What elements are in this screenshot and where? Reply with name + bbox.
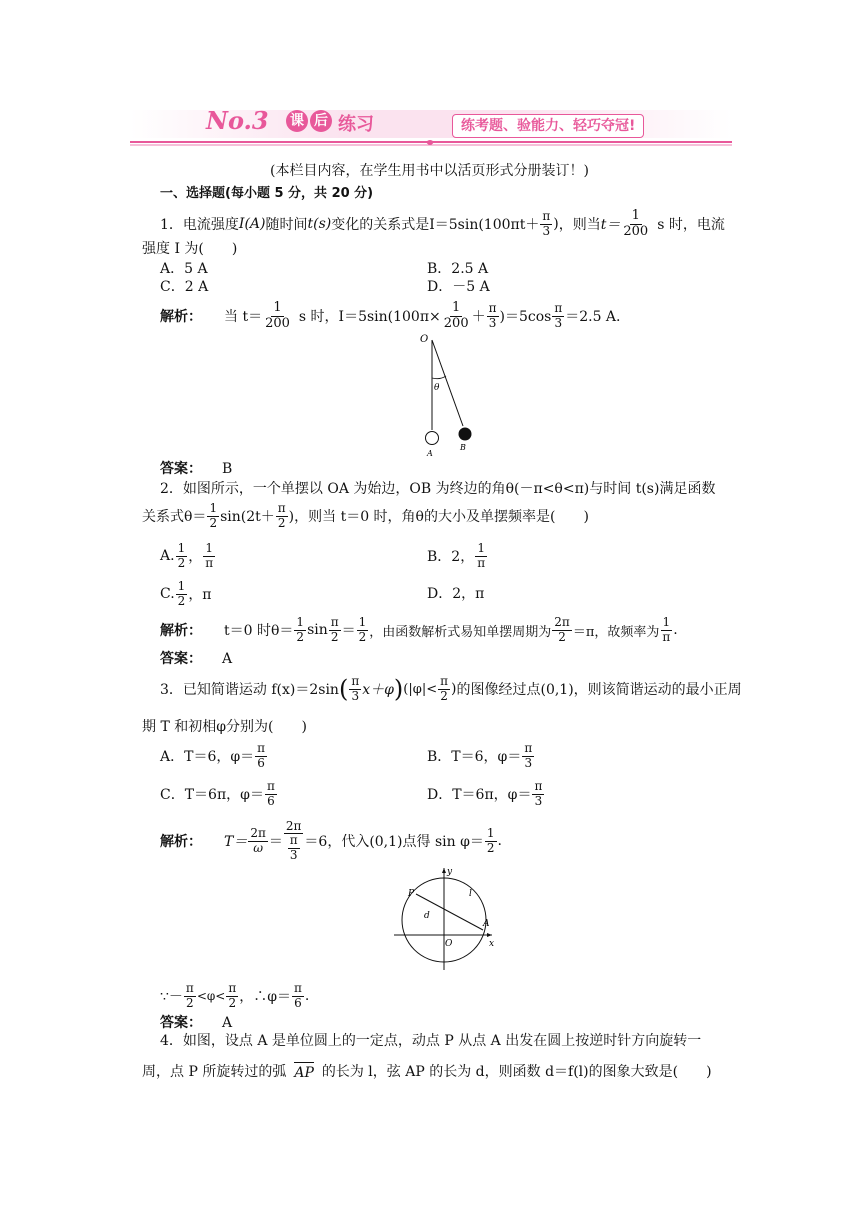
den: 2 xyxy=(186,995,194,1010)
q3-opt-d-frac xyxy=(532,780,544,807)
q3-con-frac3 xyxy=(292,982,304,1009)
q2-opt-b-frac xyxy=(475,542,487,569)
q1-answer xyxy=(160,458,232,478)
q1-t-eq: t＝ xyxy=(600,217,621,233)
num: π xyxy=(277,501,286,516)
den: 6 xyxy=(267,793,275,808)
num: π xyxy=(351,674,360,689)
num: 1 xyxy=(177,579,186,594)
q2-an-frac2 xyxy=(329,616,341,643)
q4-line1: 4．如图，设点 A 是单位圆上的一定点，动点 P 从点 A 出发在圆上按逆时针方向旋转一 xyxy=(160,1033,702,1049)
den: 2 xyxy=(209,515,218,530)
num: 1 xyxy=(177,541,186,556)
q2-line1: 2．如图所示，一个单摆以 OA 为始边，OB 为终边的角θ(－π<θ<π)与时间 t(s)满足函数 xyxy=(160,481,716,497)
den: π xyxy=(662,629,671,644)
q1-rparen: ) xyxy=(553,216,559,232)
circle-label-y: y xyxy=(447,867,453,877)
q3-opt-d-label: D．T＝6π，φ＝ xyxy=(427,787,532,803)
num: π xyxy=(266,779,275,794)
q3-opt-b-frac xyxy=(522,742,534,769)
q3-an-frac-2pi-pi3 xyxy=(284,820,304,862)
circle-label-l: l xyxy=(469,889,472,899)
period: . xyxy=(497,833,502,849)
den: 200 xyxy=(623,223,649,239)
num: 1 xyxy=(662,615,671,630)
q1-formula: I＝5sin(100πt＋ xyxy=(429,217,540,233)
q2-an-frac4 xyxy=(552,616,572,643)
q3-opt-c-label: C．T＝6π，φ＝ xyxy=(160,787,264,803)
den: 2 xyxy=(177,593,186,608)
section-title: 一、选择题(每小题 5 分，共 20 分) xyxy=(160,186,374,201)
pendulum-label-a: A xyxy=(427,449,433,458)
den: 6 xyxy=(294,995,302,1010)
q1-answer-value: B xyxy=(222,461,233,477)
q2-line2-c: )，则当 t＝0 时，角θ的大小及单摆频率是( ) xyxy=(288,509,589,525)
q3-abs-phi: (|φ|< xyxy=(403,681,438,697)
banner-slogan: 练考题、验能力、轻巧夺冠! xyxy=(452,114,644,138)
q1-stem-line2: 强度 I 为( ) xyxy=(142,241,238,257)
q1-analysis-d: )＝5cos xyxy=(499,309,552,325)
q2-opt-c-label: C. xyxy=(160,586,175,602)
q3-con-frac2 xyxy=(226,982,238,1009)
q2-answer-label: 答案： xyxy=(160,651,202,667)
den: 3 xyxy=(534,793,543,808)
den: 2 xyxy=(486,840,495,855)
binding-note: (本栏目内容，在学生用书中以活页形式分册装订！) xyxy=(270,163,589,179)
q3-answer xyxy=(160,1012,232,1032)
den: 200 xyxy=(265,315,290,331)
header-banner xyxy=(130,104,732,152)
q3-option-b xyxy=(427,736,535,776)
q2-answer xyxy=(160,648,232,668)
num: 1 xyxy=(631,208,640,224)
q1-an-frac-1-200b xyxy=(442,301,471,331)
den: 200 xyxy=(443,315,469,331)
q1-option-a: A．5 A xyxy=(160,261,208,277)
den: 2 xyxy=(358,629,367,644)
q1-analysis xyxy=(160,296,621,336)
q3-line2: 期 T 和初相φ分别为( ) xyxy=(142,719,307,735)
q2-opt-b-label: B．2， xyxy=(427,549,475,565)
q3-line1-a: 3．已知简谐运动 f(x)＝2sin xyxy=(160,682,339,698)
circle-label-o: O xyxy=(445,939,453,949)
q2-analysis-label: 解析： xyxy=(160,623,202,639)
q3-brace-r: ) xyxy=(393,675,404,703)
den: 2 xyxy=(277,515,286,530)
inner-num: π xyxy=(289,833,298,848)
num: π xyxy=(488,301,497,316)
num: 1 xyxy=(205,541,213,556)
pendulum-label-o: O xyxy=(420,334,429,345)
q3-xphi: x＋φ xyxy=(362,682,394,698)
banner-tag-1: 课 xyxy=(286,110,308,132)
q2-analysis-a: t＝0 时θ＝ xyxy=(224,623,294,639)
q2-frac-pi-2 xyxy=(276,502,288,529)
num: 2π xyxy=(554,615,570,630)
q1-stem-e: s 时，电流 xyxy=(657,217,725,233)
pendulum-figure xyxy=(410,330,480,460)
den xyxy=(286,834,302,861)
q2-opt-a-label: A. xyxy=(160,548,175,564)
den: ω xyxy=(253,840,263,855)
den: 6 xyxy=(257,755,265,770)
q2-option-b xyxy=(427,536,488,576)
q1-analysis-c: ＋ xyxy=(471,309,486,325)
q1-an-frac-pi3 xyxy=(487,302,499,329)
q3-answer-value: A xyxy=(222,1015,233,1031)
num: π xyxy=(257,741,266,756)
q1-analysis-label: 解析： xyxy=(160,309,202,325)
q1-stem-a: 1．电流强度 xyxy=(160,217,239,233)
num: 2π xyxy=(250,826,266,841)
num: 1 xyxy=(452,300,461,316)
den: 3 xyxy=(542,223,551,238)
q3-an-frac-1-2 xyxy=(485,827,497,854)
q2-analysis-b: sin xyxy=(307,622,328,638)
num: 1 xyxy=(486,826,495,841)
q3-analysis-a: T＝ xyxy=(224,834,248,850)
circle-label-a: A xyxy=(483,919,490,929)
num: π xyxy=(554,301,563,316)
banner-tag-3: 练习 xyxy=(338,114,374,135)
q2-analysis xyxy=(160,610,678,650)
q2-opt-c-frac xyxy=(176,580,188,607)
num: π xyxy=(524,741,533,756)
q2-analysis-c: ＝ xyxy=(341,623,356,639)
q1-var-t: t(s) xyxy=(307,216,332,232)
q1-stem-d: ，则当 xyxy=(558,217,601,233)
num: 1 xyxy=(477,541,485,556)
q3-conclusion xyxy=(160,976,309,1016)
q3-analysis-label: 解析： xyxy=(160,834,202,850)
circle-label-d: d xyxy=(424,911,430,921)
q1-analysis-e: ＝2.5 A. xyxy=(565,309,621,325)
q2-answer-value: A xyxy=(222,651,233,667)
den: π xyxy=(477,555,486,570)
q2-an-frac5 xyxy=(660,616,672,643)
num: 1 xyxy=(273,300,282,316)
num: π xyxy=(330,615,339,630)
den: 3 xyxy=(554,315,563,330)
q3-opt-b-label: B．T＝6，φ＝ xyxy=(427,749,522,765)
q3-con-frac1 xyxy=(184,982,196,1009)
q2-option-c xyxy=(160,574,212,614)
q3-opt-c-frac xyxy=(265,780,277,807)
num: 1 xyxy=(358,615,367,630)
q3-opt-a-frac xyxy=(255,742,267,769)
q3-rparen: ) xyxy=(451,681,457,697)
q2-analysis-e: ＝π，故频率为 xyxy=(572,624,660,640)
q2-opt-c-tail: ，π xyxy=(188,587,212,603)
q3-analysis-b: ＝ xyxy=(268,834,283,850)
circle-label-p: P xyxy=(408,889,415,899)
q3-conclusion-c: ，∴φ＝ xyxy=(239,989,292,1005)
q3-analysis-c: ＝6，代入(0,1)点得 sin φ＝ xyxy=(304,834,484,850)
num: π xyxy=(534,779,543,794)
q3-opt-a-label: A．T＝6，φ＝ xyxy=(160,749,255,765)
q3-an-frac-2pi-omega xyxy=(248,827,268,854)
num: π xyxy=(440,674,449,689)
q2-frac-1-2 xyxy=(207,502,219,529)
q1-an-frac-pi3b xyxy=(552,302,564,329)
period: . xyxy=(304,988,310,1004)
q3-option-c xyxy=(160,774,278,814)
q1-analysis-b: s 时，I＝5sin(100π× xyxy=(298,309,441,325)
q1-frac-pi3 xyxy=(540,210,552,237)
q3-conclusion-a: ∵－ xyxy=(160,989,183,1005)
pendulum-label-b: B xyxy=(460,443,466,452)
num: π xyxy=(228,981,237,996)
q1-stem-b: 随时间 xyxy=(265,217,308,233)
q2-option-d: D．2，π xyxy=(427,586,485,602)
q2-opt-a-frac2 xyxy=(203,542,215,569)
den: 3 xyxy=(488,315,497,330)
q2-an-frac3 xyxy=(357,616,369,643)
num: π xyxy=(185,981,194,996)
q2-an-frac1 xyxy=(294,616,306,643)
q2-opt-a-frac1 xyxy=(176,542,188,569)
q3-conclusion-b: <φ< xyxy=(196,989,226,1003)
den: π xyxy=(205,555,214,570)
den: 2 xyxy=(330,629,339,644)
q3-option-d xyxy=(427,774,545,814)
q1-option-b: B．2.5 A xyxy=(427,261,489,277)
den: 2 xyxy=(558,629,566,644)
pendulum-label-theta: θ xyxy=(434,383,440,393)
q2-opt-a-comma: ， xyxy=(188,549,203,565)
q1-analysis-a: 当 t＝ xyxy=(224,309,263,325)
q2-analysis-d: ，由函数解析式易知单摆周期为 xyxy=(369,624,552,640)
q1-answer-label: 答案： xyxy=(160,461,202,477)
banner-number: No.3 xyxy=(206,106,269,135)
circle-label-x: x xyxy=(489,939,495,949)
q2-option-a xyxy=(160,536,216,576)
q3-frac-pi2 xyxy=(438,675,450,702)
q1-option-c: C．2 A xyxy=(160,279,209,295)
inner-den: 3 xyxy=(289,847,298,862)
den: 3 xyxy=(351,688,360,703)
den: 2 xyxy=(228,995,237,1010)
period: . xyxy=(673,622,678,638)
q1-stem-line1 xyxy=(160,204,725,244)
den: 3 xyxy=(524,755,533,770)
q1-frac-1-200 xyxy=(621,209,650,239)
banner-tag-2: 后 xyxy=(310,110,332,132)
num: 2π xyxy=(285,819,302,834)
q1-an-frac-1-200 xyxy=(263,301,292,331)
q4-arc-ap: AP xyxy=(294,1062,314,1081)
num: π xyxy=(294,981,302,996)
num: 1 xyxy=(296,615,305,630)
q3-option-a xyxy=(160,736,268,776)
den: 2 xyxy=(440,688,448,703)
q4-line2-a: 周，点 P 所旋转过的弧 xyxy=(142,1064,287,1080)
q2-line2-a: 关系式θ＝ xyxy=(142,509,207,525)
q1-stem-c: 变化的关系式是 xyxy=(331,217,430,233)
q3-line1 xyxy=(160,666,742,712)
q3-brace-l: ( xyxy=(338,675,349,703)
q2-line2 xyxy=(142,496,589,536)
num: 1 xyxy=(209,501,218,516)
q4-line2-b: 的长为 l，弦 AP 的长为 d，则函数 d＝f(l)的图象大致是( ) xyxy=(321,1064,712,1080)
q1-var-I: I(A) xyxy=(238,216,266,232)
q3-frac-pi3 xyxy=(349,675,361,702)
q3-line1-b: 的图像经过点(0,1)，则该简谐运动的最小正周 xyxy=(456,682,742,698)
q3-answer-label: 答案： xyxy=(160,1015,202,1031)
num: π xyxy=(542,209,551,224)
den: 2 xyxy=(296,629,305,644)
q4-line2 xyxy=(142,1056,712,1086)
q1-option-d: D．－5 A xyxy=(427,279,490,295)
den: 2 xyxy=(177,555,186,570)
q2-line2-b: sin(2t＋ xyxy=(220,509,275,525)
unit-circle-figure xyxy=(388,862,500,974)
